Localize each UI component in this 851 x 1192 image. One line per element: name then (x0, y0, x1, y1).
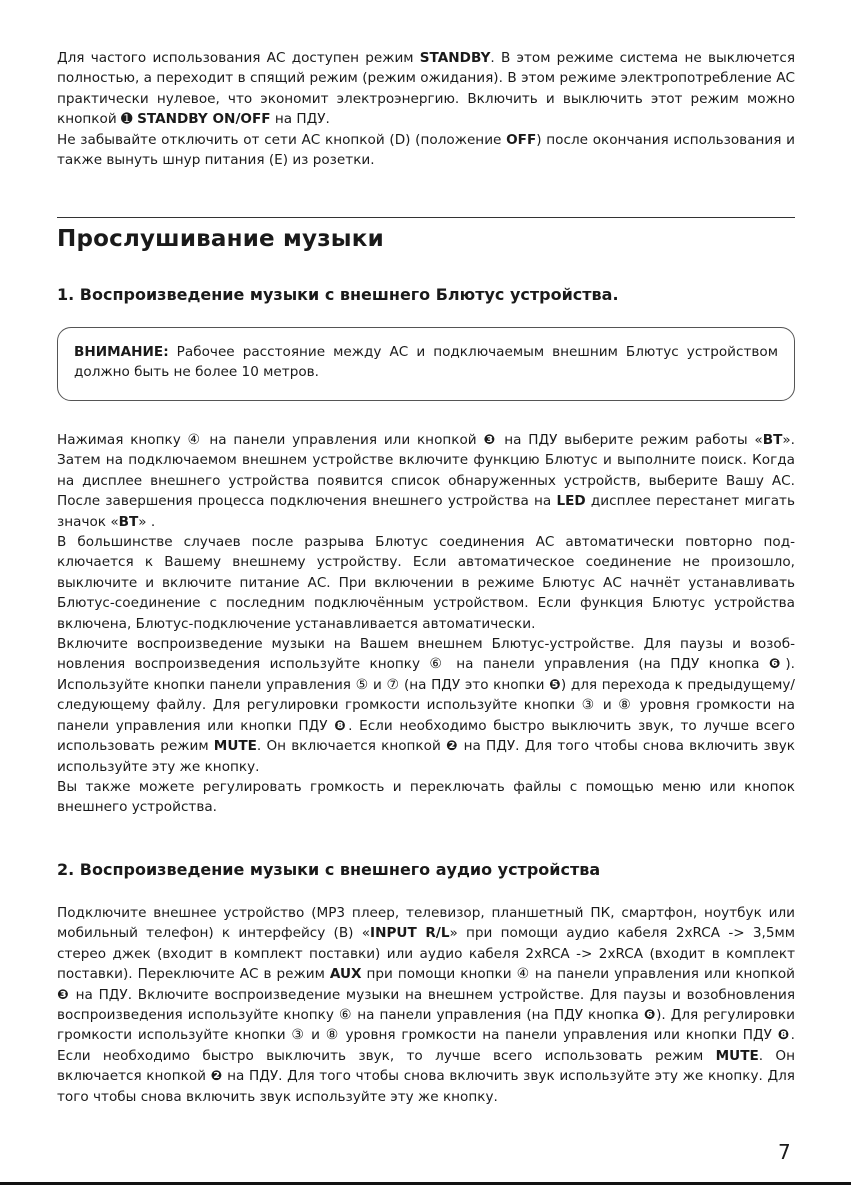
remote-button-2-icon: ❷ (446, 738, 459, 755)
text: » . (138, 513, 156, 530)
text: Нажимая кнопку (57, 432, 188, 448)
text: на ПДУ. Включите воспроизведение музыки на внешнем устройстве. Для паузы и возобновления воспроизведения используйте кнопку (57, 986, 796, 1024)
text: Не забывайте отключить от сети АС кнопкой (D) (положение (57, 131, 507, 148)
section-divider (57, 217, 795, 218)
panel-button-8-icon: ⑧ (618, 697, 634, 714)
text: на ПДУ выберите режим работы « (497, 432, 763, 448)
text: и (368, 676, 387, 693)
notice-box (57, 327, 795, 401)
text: ). Для регулировки громкости используйте кнопки (57, 1007, 795, 1044)
bluetooth-section (57, 430, 795, 818)
text: и (596, 697, 619, 714)
text: ». Затем на подключаемом внешнем устройстве включите функцию Блютус и выполните поиск. Когда на дисплее внешнего устройства появится список обнаруженных устройств, выберите Вашу АС. После завершения процесса подключения внешнего устройства на (57, 432, 795, 510)
text: дисплее перестанет мигать значок « (57, 493, 795, 530)
bt-term: BT (762, 432, 783, 448)
remote-button-3-icon: ❸ (57, 986, 70, 1003)
page-heading: Прослушивание музыки (57, 226, 384, 252)
panel-button-7-icon: ⑦ (386, 676, 400, 693)
mute-term: MUTE (715, 1047, 759, 1064)
text: . Он включается кнопкой (57, 1047, 795, 1085)
text: ) для перехода к предыдущему/следующему файлу. Для регулировки громкости используйте кнопки (57, 676, 795, 714)
section-1-title: 1. Воспроизведение музыки с внешнего Блютус устройства. (57, 285, 619, 304)
text: Включите воспроизведение музыки на Вашем внешнем Блютус-устройстве. Для паузы и возобновления воспроизведения используйте кнопку (57, 636, 795, 673)
panel-button-3-icon: ③ (581, 697, 597, 714)
aux-term: AUX (329, 966, 362, 983)
mute-term: MUTE (213, 738, 257, 755)
panel-button-8-icon: ⑧ (325, 1027, 340, 1044)
text: » при помощи аудио кабеля 2xRCA -> 3,5мм стерео джек (входит в комплект поставки) или аудио кабеля 2xRCA -> 2xRCA (входит в комплект поставки). Переключите АС в режим (57, 925, 795, 983)
text: (на ПДУ это кнопки (399, 676, 550, 693)
standby-paragraph (57, 48, 795, 130)
standby-onoff-term: STANDBY ON/OFF (132, 111, 271, 128)
bt-paragraph-4: Вы также можете регулировать громкость и переключать файлы с помощью меню или кнопок внешнего устройства. (57, 778, 795, 816)
remote-button-3-icon: ❸ (483, 432, 498, 448)
page-number: 7 (778, 1140, 791, 1164)
remote-button-8-icon: ❽ (334, 717, 349, 734)
text: на панели управления или кнопкой (202, 432, 484, 448)
text: ) после окончания использования и также вынуть шнур питания (E) из розетки. (57, 131, 795, 169)
text: Для частого использования АС доступен режим (57, 50, 420, 66)
text: . Если необходимо быстро выключить звук, то лучше всего использовать режим (57, 717, 795, 755)
text: на ПДУ. Для того чтобы снова включить звук используйте эту же кнопку. (57, 738, 795, 775)
remote-button-6-icon: ❻ (768, 656, 786, 673)
remote-button-2-icon: ❷ (210, 1068, 223, 1085)
panel-button-6-icon: ⑥ (429, 656, 447, 673)
text: на панели управления или кнопкой (529, 966, 795, 983)
bt-paragraph-3 (57, 634, 795, 777)
remote-button-5-icon: ❺ (549, 676, 561, 693)
off-term: OFF (506, 131, 537, 148)
panel-button-5-icon: ⑤ (355, 676, 369, 693)
text: на панели управления (на ПДУ кнопка (446, 656, 769, 673)
panel-button-4-icon: ④ (187, 432, 203, 448)
text: уровня громкости на панели управления или кнопки ПДУ (57, 697, 795, 734)
remote-button-8-icon: ❽ (777, 1027, 791, 1044)
bt-paragraph-1 (57, 430, 795, 532)
standby-section (57, 48, 795, 170)
remote-button-1-icon: ➊ (121, 111, 133, 128)
text: Рабочее расстояние между АС и подключаемым внешним Блютус устройством должно быть не более 10 метров. (74, 344, 778, 381)
text: уровня громкости на панели управления или кнопки ПДУ (339, 1027, 778, 1044)
panel-button-4-icon: ④ (516, 966, 530, 983)
bt-paragraph-2: В большинстве случаев после разрыва Блютус соединения АС автоматически повторно подключается к Вашему внешнему устройству. Если автоматическое соединение не произошло, выключите и включите питание АС. При включении в режиме Блютус АС начнёт устанавливать Блютус-соединение с последним подключённым устройством. Если функция Блютус устройства включена, Блютус-подключение устанавливается автоматически. (57, 534, 795, 632)
led-term: LED (556, 493, 586, 510)
text: и (305, 1027, 326, 1044)
text: . Он включается кнопкой (256, 738, 446, 755)
panel-button-3-icon: ③ (291, 1027, 306, 1044)
remote-button-6-icon: ❻ (643, 1007, 657, 1024)
bt-term: BT (118, 513, 139, 530)
bottom-rule (0, 1182, 851, 1185)
text: . В этом режиме система не выключется полностью, а переходит в спящий режим (режим ожидания). В этом режиме электропотребление АС практически нулевое, что экономит электроэнергию. Включить и выключить этот режим можно кнопкой (57, 50, 795, 128)
panel-button-6-icon: ⑥ (338, 1007, 353, 1024)
text: ). Используйте кнопки панели управления (57, 656, 795, 693)
notice-label: ВНИМАНИЕ: (74, 344, 169, 360)
text: при помощи кнопки (361, 966, 517, 983)
text: Подключите внешнее устройство (MP3 плеер, телевизор, планшетный ПК, смартфон, ноутбук или мобильный телефон) к интерфейсу (B) « (57, 905, 795, 942)
aux-section (57, 903, 795, 1107)
text: . Если необходимо быстро выключить звук, то лучше всего использовать режим (57, 1027, 795, 1064)
text: на панели управления (на ПДУ кнопка (352, 1007, 644, 1024)
text: на ПДУ. Для того чтобы снова включить звук используйте эту же кнопку. Для того чтобы снова включить звук используйте эту же кнопку. (57, 1068, 795, 1105)
standby-term: STANDBY (419, 50, 491, 66)
notice-text (74, 342, 778, 383)
input-term: INPUT R/L (370, 925, 450, 942)
aux-paragraph (57, 903, 795, 1107)
unplug-paragraph (57, 130, 795, 171)
text: на ПДУ. (270, 111, 330, 128)
section-2-title: 2. Воспроизведение музыки с внешнего аудио устройства (57, 860, 601, 879)
